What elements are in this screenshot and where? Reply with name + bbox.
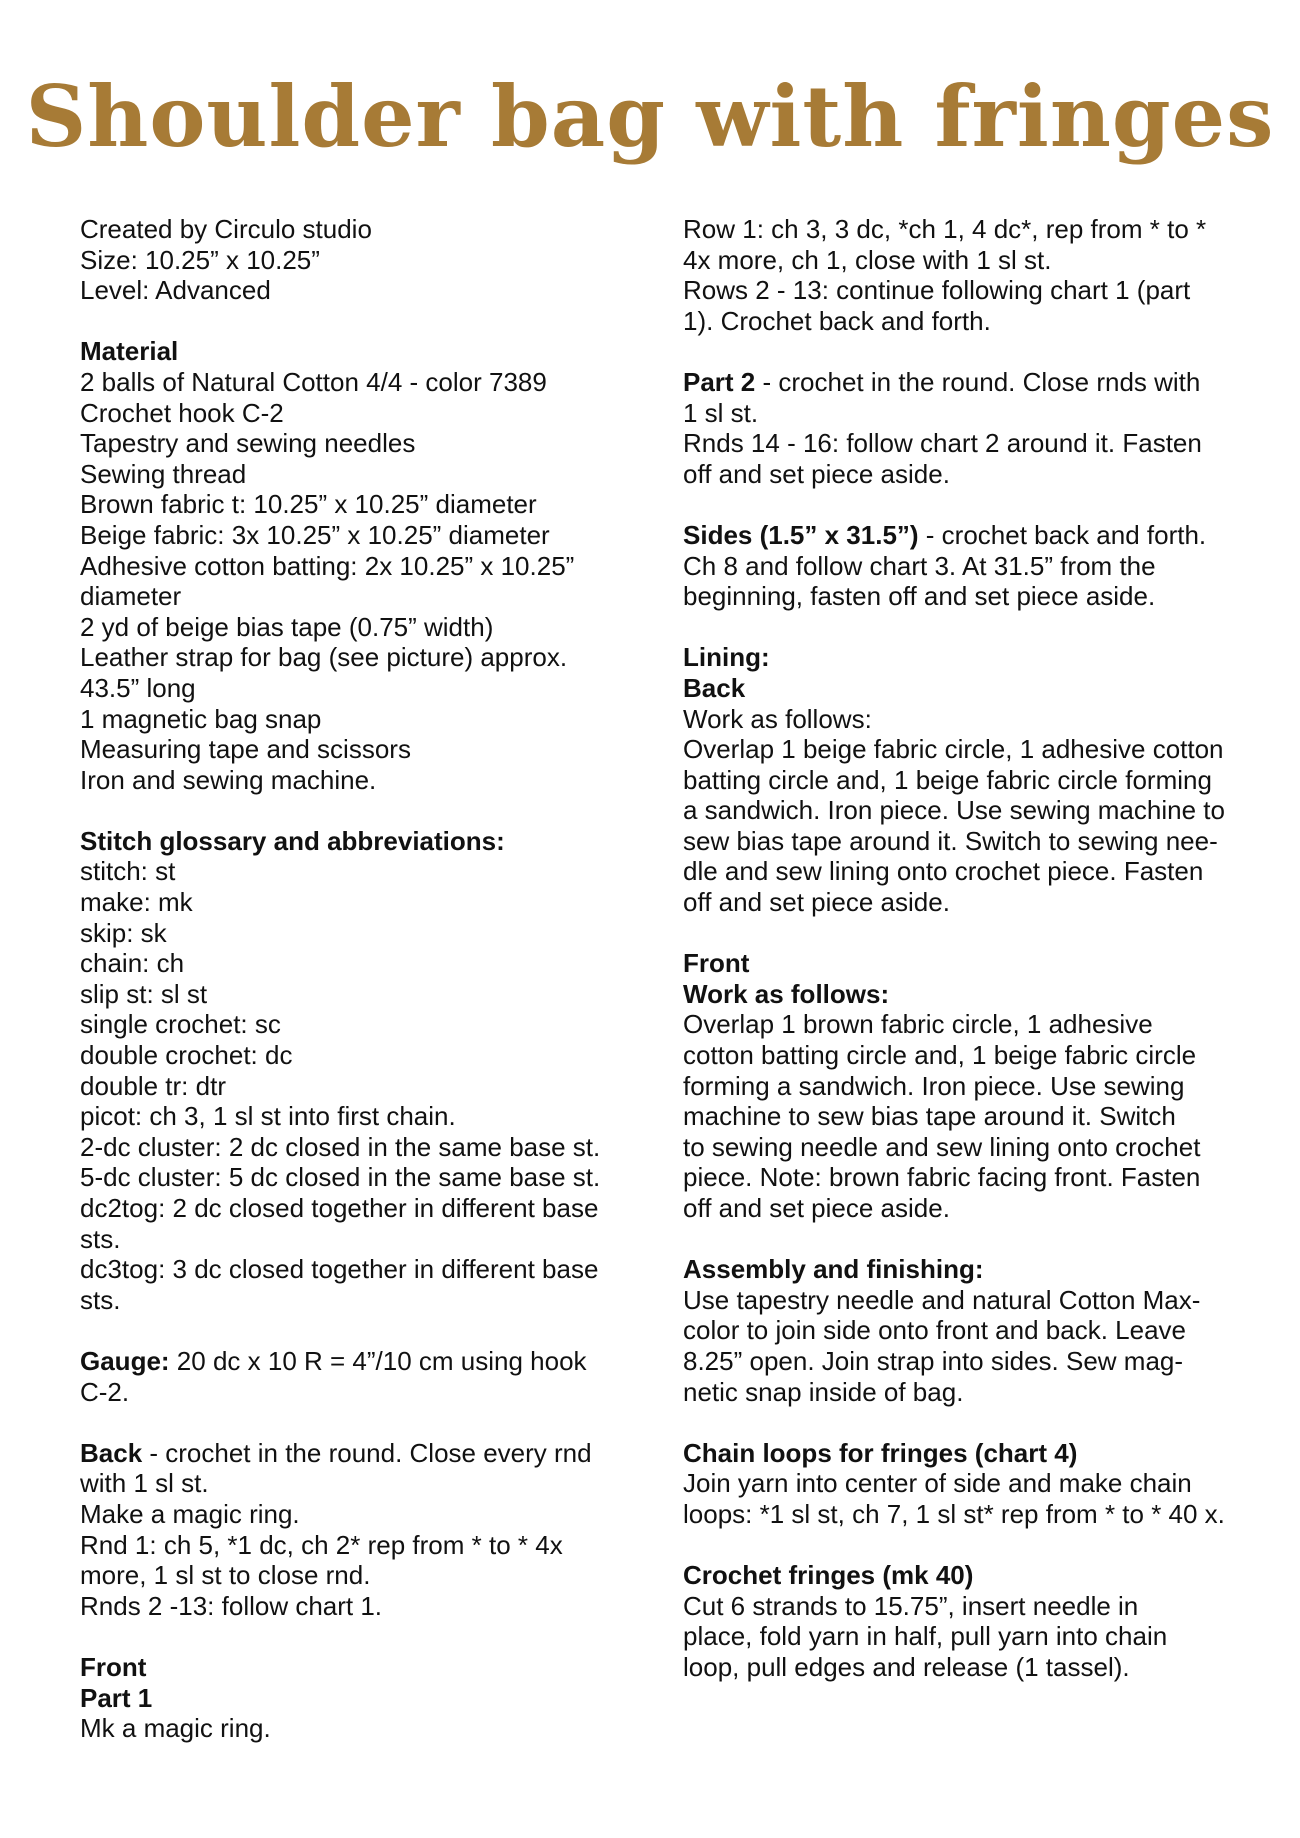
material-item: Tapestry and sewing needles [80,428,416,459]
glossary-item: stitch: st [80,856,176,887]
part2-instruction: 1 sl st. [683,397,759,428]
sides-label: Sides (1.5” x 31.5”) [683,519,919,550]
gauge-label: Gauge: [80,1345,170,1376]
level: Level: Advanced [80,275,271,306]
back-instruction: more, 1 sl st to close rnd. [80,1560,371,1591]
material-item: Crochet hook C-2 [80,397,284,428]
sides-instruction: Ch 8 and follow chart 3. At 31.5” from the [683,550,1156,581]
part2-intro: - crochet in the round. Close rnds with [755,366,1201,397]
back-instruction: Make a magic ring. [80,1498,300,1529]
gauge-text: 20 dc x 10 R = 4”/10 cm using hook [169,1345,587,1376]
lining-back-heading: Back [683,672,746,703]
glossary-item: make: mk [80,887,193,918]
created-by: Created by Circulo studio [80,214,372,244]
gauge-line-2: C-2. [80,1376,130,1407]
glossary-item: skip: sk [80,917,167,948]
assembly-instruction: Use tapestry needle and natural Cotton Max- [683,1284,1201,1315]
part2-instruction: off and set piece aside. [683,458,950,489]
material-item: Sewing thread [80,458,247,489]
right-column [683,214,1243,1683]
lining-front-instruction: off and set piece aside. [683,1193,950,1223]
back-intro: - crochet in the round. Close every rnd [142,1437,592,1468]
chain-loops-instruction: loops: *1 sl st, ch 7, 1 sl st* rep from * to * 40 x. [683,1498,1225,1529]
fringes-instruction: place, fold yarn in half, pull yarn into chain [683,1621,1168,1652]
lining-back-instruction: batting circle and, 1 beige fabric circle forming [683,764,1212,795]
front-instruction: Rows 2 - 13: continue following chart 1 (part [683,275,1191,306]
material-item: Measuring tape and scissors [80,734,411,765]
assembly-heading: Assembly and finishing: [683,1254,984,1285]
fringes-instruction: loop, pull edges and release (1 tassel). [683,1651,1130,1682]
glossary-item: picot: ch 3, 1 sl st into first chain. [80,1101,456,1132]
material-item: 2 yd of beige bias tape (0.75” width) [80,611,494,642]
material-item: 1 magnetic bag snap [80,703,322,734]
back-instruction: Rnd 1: ch 5, *1 dc, ch 2* rep from * to * 4x [80,1529,563,1560]
fringes-heading: Crochet fringes (mk 40) [683,1560,974,1591]
assembly-instruction: color to join side onto front and back. Leave [683,1315,1186,1346]
glossary-item: dc2tog: 2 dc closed together in different base [80,1193,599,1223]
lining-back-instruction: Overlap 1 beige fabric circle, 1 adhesive cotton [683,734,1224,765]
sides-intro: - crochet back and forth. [918,519,1207,550]
sides-line [683,520,1243,551]
back-instruction: with 1 sl st. [80,1468,209,1499]
front-instruction: Mk a magic ring. [80,1713,271,1744]
glossary-item: dc3tog: 3 dc closed together in different base [80,1254,599,1285]
lining-front-instruction: machine to sew bias tape around it. Switch [683,1101,1176,1132]
lining-front-instruction: Overlap 1 brown fabric circle, 1 adhesive [683,1009,1153,1040]
lining-back-instruction: a sandwich. Iron piece. Use sewing machine to [683,795,1225,826]
chain-loops-instruction: Join yarn into center of side and make chain [683,1468,1192,1499]
lining-back-instruction: dle and sew lining onto crochet piece. Fasten [683,856,1204,887]
front-instruction: Row 1: ch 3, 3 dc, *ch 1, 4 dc*, rep from * to * [683,214,1207,244]
part2-label: Part 2 [683,366,756,397]
material-item: Brown fabric t: 10.25” x 10.25” diameter [80,489,537,520]
material-item: Adhesive cotton batting: 2x 10.25” x 10.25” [80,550,575,581]
assembly-instruction: 8.25” open. Join strap into sides. Sew mag- [683,1345,1184,1376]
glossary-item: slip st: sl st [80,978,208,1009]
glossary-item: sts. [80,1223,121,1254]
glossary-item: double tr: dtr [80,1070,226,1101]
material-item: 43.5” long [80,672,196,703]
lining-front-instruction: forming a sandwich. Iron piece. Use sewing [683,1070,1185,1101]
material-item: Iron and sewing machine. [80,764,377,795]
lining-front-heading: Front [683,948,750,979]
material-heading: Material [80,336,179,367]
assembly-instruction: netic snap inside of bag. [683,1376,964,1407]
lining-heading: Lining: [683,642,770,673]
front-instruction: 4x more, ch 1, close with 1 sl st. [683,244,1052,275]
glossary-item: double crochet: dc [80,1040,293,1071]
material-item: Beige fabric: 3x 10.25” x 10.25” diameter [80,519,550,550]
glossary-item: sts. [80,1284,121,1315]
glossary-heading: Stitch glossary and abbreviations: [80,825,505,856]
lining-front-instruction: piece. Note: brown fabric facing front. Fasten [683,1162,1201,1193]
glossary-item: chain: ch [80,948,185,979]
fringes-instruction: Cut 6 strands to 15.75”, insert needle in [683,1590,1139,1621]
back-instruction: Rnds 2 -13: follow chart 1. [80,1590,383,1621]
chain-loops-heading: Chain loops for fringes (chart 4) [683,1437,1078,1468]
lining-front-intro: Work as follows: [683,978,890,1009]
lining-back-instruction: off and set piece aside. [683,887,950,918]
back-line [80,1438,640,1469]
glossary-item: 2-dc cluster: 2 dc closed in the same base st. [80,1131,601,1162]
part2-instruction: Rnds 14 - 16: follow chart 2 around it. Fasten [683,428,1202,459]
lining-back-intro: Work as follows: [683,703,872,734]
lining-front-instruction: cotton batting circle and, 1 beige fabric circle [683,1040,1197,1071]
material-item: Leather strap for bag (see picture) approx. [80,642,568,673]
front-heading: Front [80,1651,147,1682]
front-instruction: 1). Crochet back and forth. [683,305,991,336]
gauge-line [80,1346,640,1377]
material-item: 2 balls of Natural Cotton 4/4 - color 7389 [80,366,547,397]
part1-heading: Part 1 [80,1682,153,1713]
material-item: diameter [80,581,182,612]
lining-front-instruction: to sewing needle and sew lining onto crochet [683,1131,1201,1162]
back-label: Back [80,1437,143,1468]
page-title: Shoulder bag with fringes [25,67,1275,166]
sides-instruction: beginning, fasten off and set piece aside. [683,581,1156,612]
glossary-item: single crochet: sc [80,1009,281,1040]
size: Size: 10.25” x 10.25” [80,244,320,275]
part2-line [683,367,1243,398]
glossary-item: 5-dc cluster: 5 dc closed in the same base st. [80,1162,601,1193]
lining-back-instruction: sew bias tape around it. Switch to sewing nee- [683,825,1218,856]
left-column [80,214,640,1744]
